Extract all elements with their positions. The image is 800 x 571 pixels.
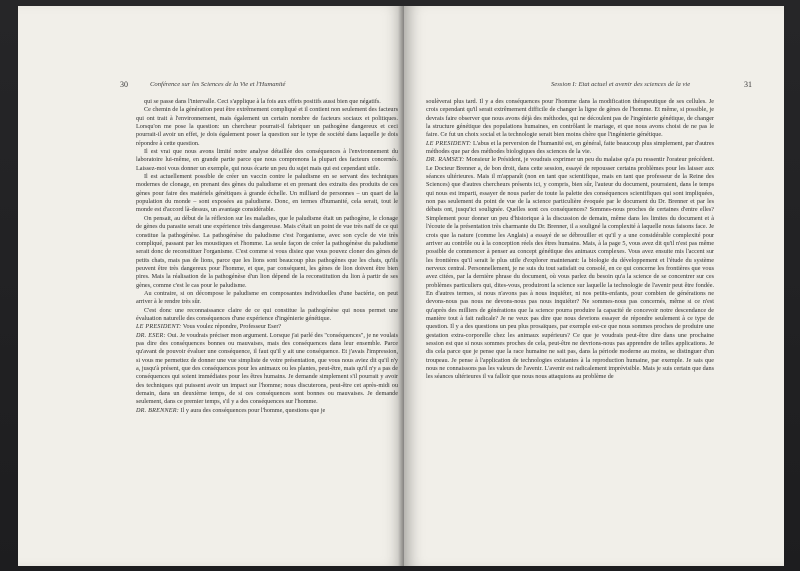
paragraph-text: Oui. Je voudrais préciser mon argument. Lorsque j'ai parlé des "conséquences", je ne voulais pas dire des conséquences bonnes ou mauvaises, mais des conséquences dans leur ensemble. Parce qu'avant de pouvoir évaluer une conséquence, il faut qu'il y ait une conséquence. Et j'avais l'impression, si vous me permettez de donner une vue simpliste de votre présentation, que vous nous aviez dit qu'il n'y a, jusqu'à présent, que des conséquences pour les animaux ou les plantes, peut-être, mais qu'il n'y a pas de conséquences qui soient immédiates pour les êtres humains. Je demande simplement s'il pourrait y avoir des techniques qui puissent avoir un impact sur l'homme; nous discuterons, peut-être cet après-midi ou demain, dans un deuxième temps, de si ces conséquences sont bonnes ou mauvaises. Je demande seulement, dans ce premier temps, s'il y a des conséquences sur l'homme.	[136, 331, 399, 406]
speaker-label: DR. ESER:	[136, 331, 166, 339]
paragraph	[136, 173, 398, 215]
paragraph-text: Vous voulez répondre, Professeur Eser?	[181, 323, 282, 331]
speaker-label: DR. BRENNER:	[136, 406, 179, 414]
right-page	[404, 6, 784, 566]
paragraph-text: On pensait, au début de la réflexion sur les maladies, que le paludisme était un pathogène, le clonage de gènes du parasite serait une expérience très dangereuse. Mais c'était un point de vue très naïf de ce qui constitue la pathogénèse. La pathogénèse du paludisme c'est l'organisme, avec son cycle de vie très compliqué, passant par les moustiques et l'homme. La seule façon de créer la pathogénèse du paludisme serait donc de reconstituer l'organisme. C'est comme si vous disiez que vous pouvez cloner des gènes de petits chats, mais pas de lions, parce que les lions sont beaucoup plus pathogènes que les chats, qu'ils peuvent être très dangereux pour l'homme, et que, par conséquent, les gènes de lion doivent être bien pires. Mais la réalisation de la pathogénèse d'un lion dépend de la reconstitution du lion à partir de ses gènes, comme c'est le cas pour le paludisme.	[136, 214, 398, 289]
paragraph-text: L'abus et la perversion de l'humanité est, en général, faite beaucoup plus simplement, par d'autres méthodes que par des méthodes biologiques des sciences de la vie.	[426, 139, 714, 156]
paragraph-text: Il est actuellement possible de créer un vaccin contre le paludisme en se servant des techniques modernes de clonage, en prenant des gènes du paludisme et en prenant des extraits des produits de ces gènes pour faire des matériels génétiques à grande échelle. Un milliard de personnes – un quart de la population du monde – sont exposées au paludisme. Donc, en termes d'humanité, cela serait, tout le monde est d'accord là-dessus, un avantage considérable.	[136, 173, 398, 214]
paragraph-text: soulèverai plus tard. Il y a des conséquences pour l'homme dans la modification thérapeutique de ses cellules. Je crois cependant qu'il serait extrêmement difficile de changer la ligne de gènes de l'homme. Et même, si possible, je devrais faire observer que nous avons déjà des méthodes, qui ne découlent pas de l'ingénierie génétique, de changer la structure génétique des populations humaines, en contrôlant le mariage, et que nous avons choisi de ne pas le faire. Ce fut un choix social et la technologie serait bien moins chère que l'ingénierie génétique.	[426, 98, 714, 139]
paragraph	[136, 332, 398, 407]
paragraph-text: Au contraire, si on décompose le paludisme en composantes individuelles d'une bactérie, on peut arriver à le rendre très sûr.	[136, 289, 398, 306]
speaker-label: DR. RAMSEY:	[426, 156, 465, 164]
paragraph-text: Il est vrai que nous avons limité notre analyse détaillée des conséquences à l'environnement du laboratoire lui-même, en grande partie parce que nous comprenons la plupart des facteurs concernés. Laissez-moi vous donner un exemple, qui nous écarte un peu du sujet mais qui est cependant utile.	[136, 148, 398, 172]
paragraph	[136, 407, 398, 415]
page-number: 31	[744, 80, 752, 89]
page-body-text	[426, 98, 714, 382]
paragraph-text: Monsieur le Président, je voudrais exprimer un peu du malaise qu'a pu ressentir l'orateur précédent. Le Docteur Brenner a, de bon droit, dans cette session, essayé de repousser certains problèmes pour les laisser aux séances ultérieures. Mais il m'apparaît (non en tant que scientifique, mais en tant que professeur de la Reine des Sciences) que d'autres chercheurs présents ici, y compris, bien sûr, l'auteur du document, pourraient, dans le temps qui nous est imparti, essayer de nous parler de toute la palette des conséquences scientifiques qui sont impliquées, non pas seulement du point de vue de la science particulière évoquée par le document du Dr. Brenner et par les débats ont, jusqu'ici soulignée. Quelles sont ces conséquences? Sommes-nous proches de certaines d'entre elles? Simplement pour donner un peu d'historique à la discussion de demain, même dans les limites du document et à l'écoute de la présentation très charmante du Dr. Brenner, il a souligné la complexité à laquelle nous faisons face. Je crois que la nature (comme les Anglais) a essayé de se débrouiller et qu'il y a une considérable complexité pour arriver au contrôle ou à la conception réels des êtres humains. Mais, à la page 5, vous avez dit qu'il n'est pas même possible de commencer à penser au concept génétique des animaux complexes. Vous avez ensuite mis l'accent sur les frontières qu'il serait le plus utile d'explorer maintenant: la biologie du développement et l'étude du système nerveux central. Personnellement, je ne suis du tout satisfait ou consolé, en ce qui concerne les frontières que vous avez citées, par la dernière phrase du document, où vous parlez du besoin qu'a la science de se concentrer sur ces problèmes particuliers qui, dites-vous, produiront la science sur laquelle la technologie de l'avenir peut être fondée. En d'autres termes, si nous n'avons pas à nous inquiéter, ni nos petits-enfants, pour combien de générations ne devons-nous pas nous ne devons-nous pas nous inquiéter? Ne sommes-nous pas concernés, même si ce n'est qu'après des milliers de générations que la science pourra produire la capacité de concevoir notre descendance de manière tout à fait radicale? Je ne veux pas dire que nous devrions essayer de répondre seulement à ce type de question. Il y a des questions un peu plus prosaïques, par exemple est-ce que nous sommes proches de produire une gestation extra-corporelle chez les animaux supérieurs? Ce que je voudrais peut-être dire dans une prochaine session est que si nous sommes proches de cela, peut-être ne devrions-nous pas apprendre de telles applications. Je dis cela parce que je pense que la race humaine ne sait pas, dans la période moderne au moins, se distinguer d'un troupeau. Je pense à l'application de technologies existantes à la reproduction humaine, par exemple. Je sais que nous ne connaissons pas les valeurs de l'avenir. L'avenir est radicalement imprévisible. Mais je suis certain que dans les séances ultérieures il va falloir que nous nous attaquions au problème de	[426, 156, 714, 381]
paragraph	[136, 106, 398, 148]
paragraph	[136, 290, 398, 307]
speaker-label: LE PRESIDENT:	[136, 323, 182, 331]
paragraph	[426, 98, 714, 140]
paragraph	[426, 156, 714, 381]
speaker-label: LE PRESIDENT:	[426, 139, 472, 147]
paragraph	[136, 323, 398, 331]
paragraph	[136, 215, 398, 290]
running-header: Session I: Etat actuel et avenir des sciences de la vie	[551, 81, 691, 88]
page-body-text	[136, 98, 398, 415]
paragraph-text: Il y aura des conséquences pour l'homme, questions que je	[178, 406, 326, 414]
page-number: 30	[120, 80, 128, 89]
paragraph	[136, 148, 398, 173]
left-page	[18, 6, 404, 566]
paragraph	[136, 307, 398, 324]
paragraph	[136, 98, 398, 106]
paragraph	[426, 140, 714, 157]
paragraph-text: qui se passe dans l'intervalle. Ceci s'applique à la fois aux effets positifs aussi bien que négatifs.	[144, 98, 381, 105]
paragraph-text: Ce chemin de la génération peut être extrêmement compliqué et il contient non seulement des facteurs qui ont trait à l'environnement, mais également un certain nombre de facteurs sociaux et politiques. Lorsqu'on me pose la question: un chercheur pourrait-il fabriquer un pathogène dangereux et ceci pourrait-il avoir un effet, je dois également poser la question sur le type de société dans laquelle je dois répondre à cette question.	[136, 106, 398, 147]
paragraph-text: C'est donc une reconnaissance claire de ce qui constitue la pathogénèse qui nous permet une évaluation naturelle des conséquences d'une expérience d'ingénierie génétique.	[136, 306, 398, 322]
running-header: Conférence sur les Sciences de la Vie et l'Humanité	[150, 81, 286, 88]
